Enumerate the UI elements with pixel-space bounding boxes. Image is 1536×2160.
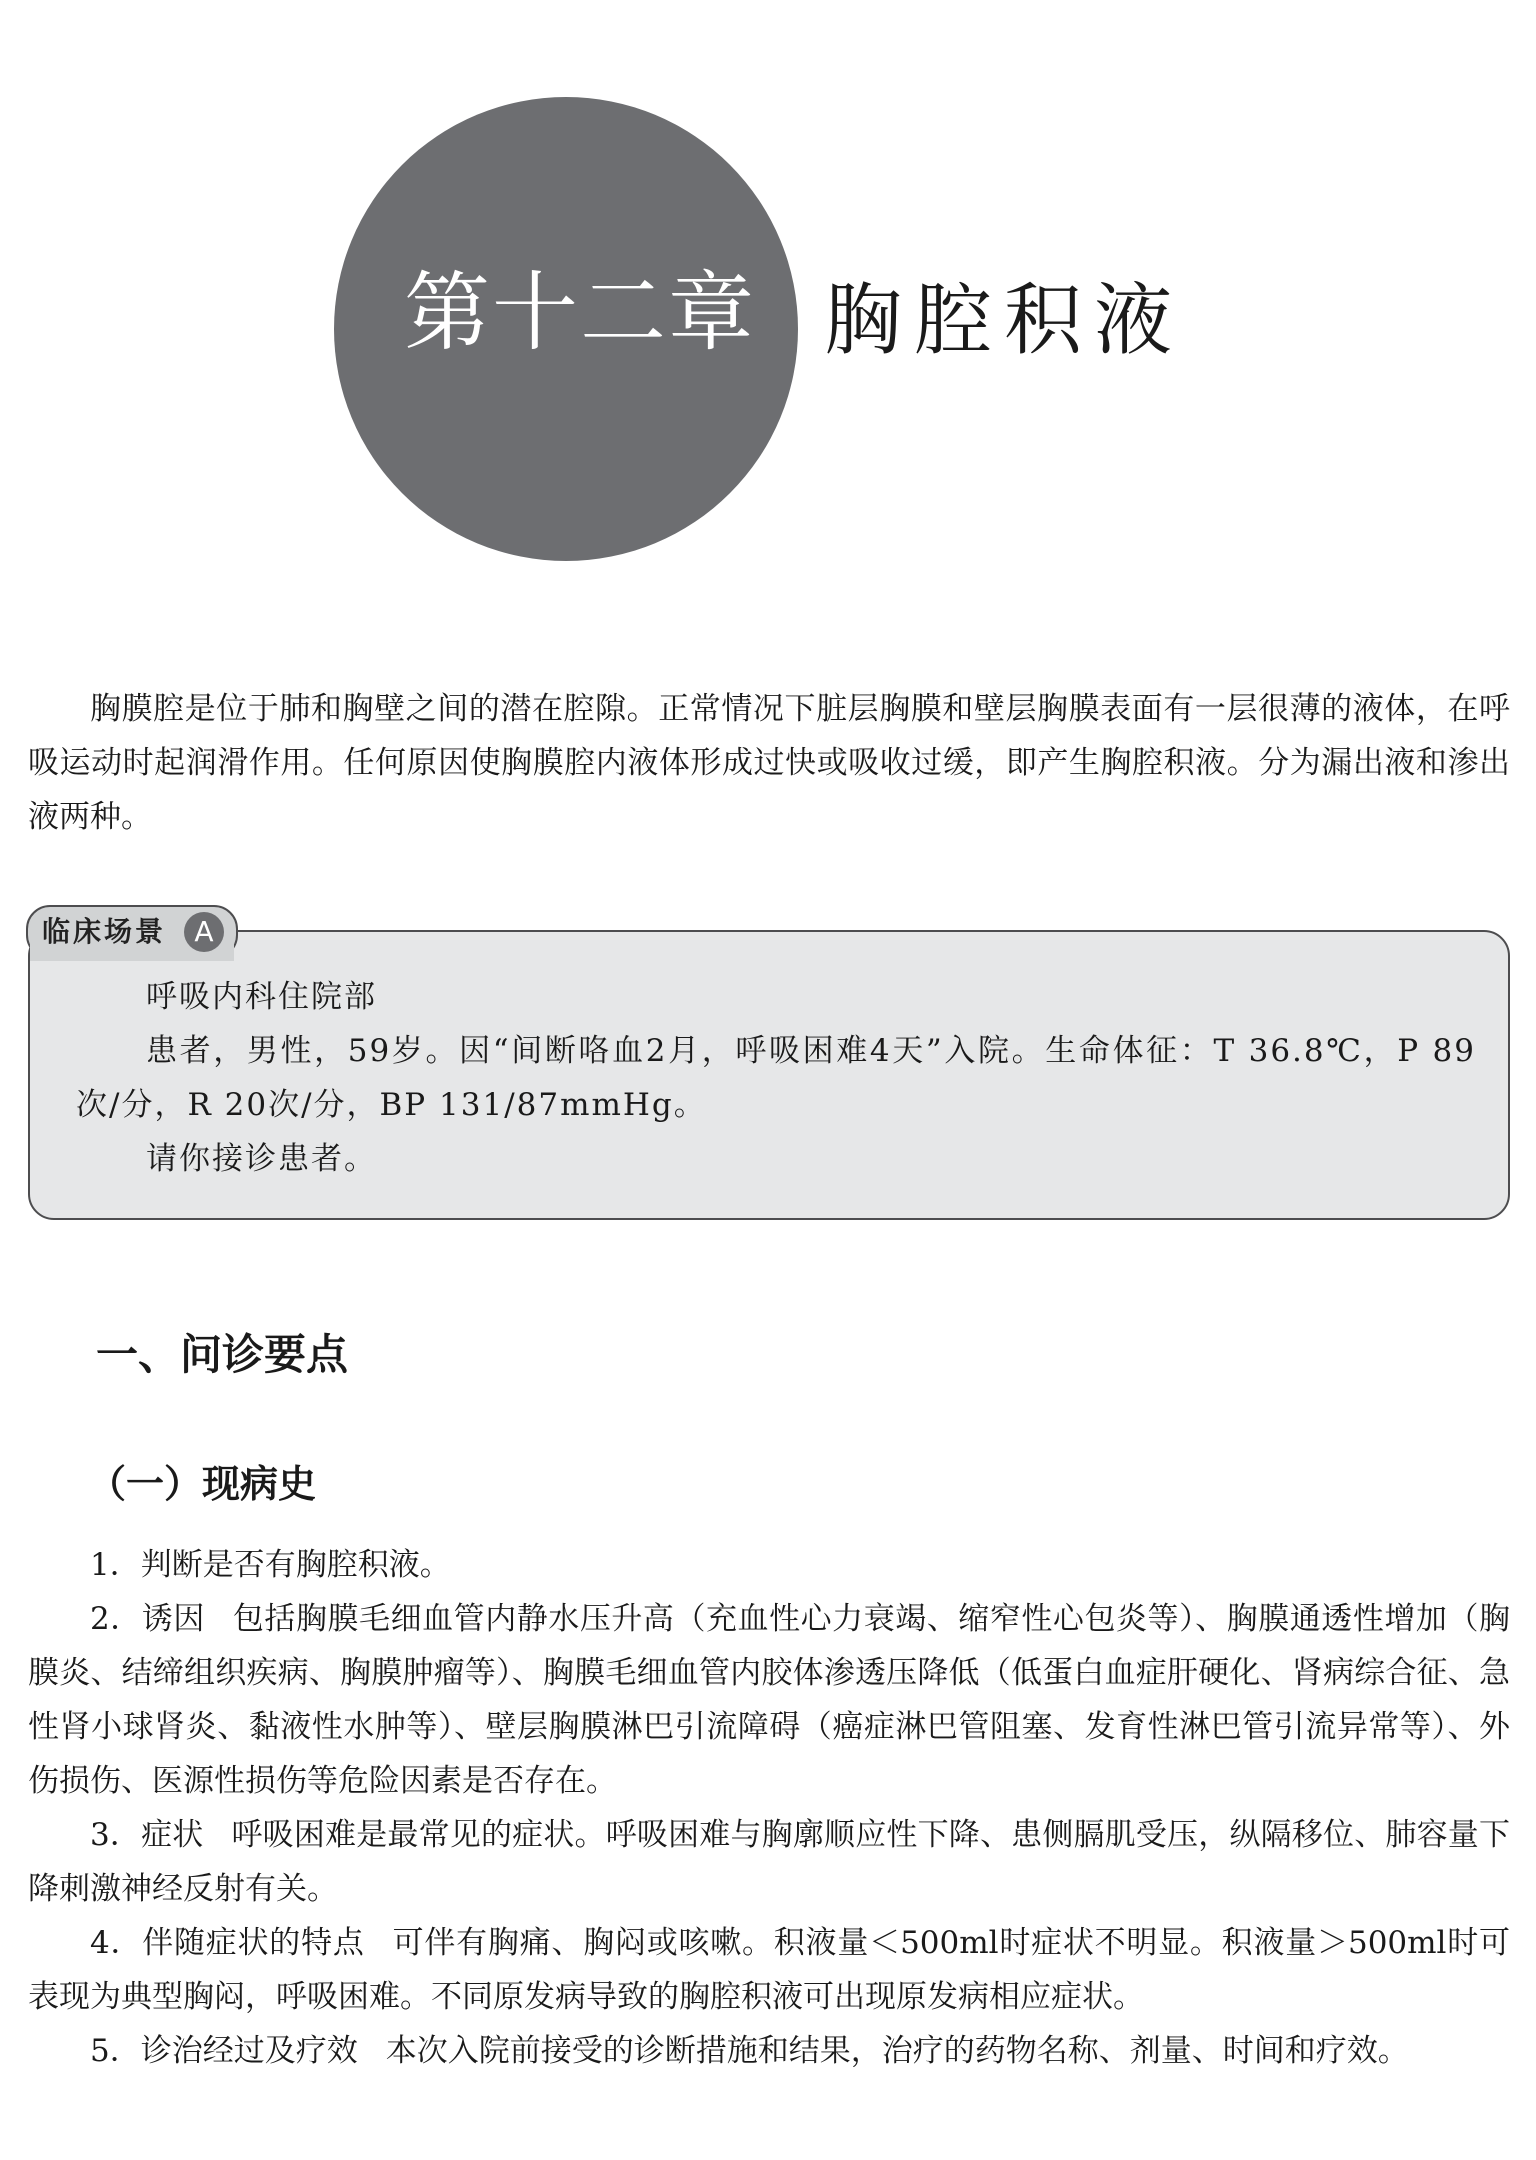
chapter-title: 胸腔积液 (824, 276, 1185, 366)
history-item-lead: 3．症状 (90, 1817, 204, 1853)
history-item-lead: 1．判断是否有胸腔积液。 (90, 1547, 451, 1583)
history-list (28, 1538, 1510, 2078)
clinical-scene-label: 临床场景 (42, 915, 167, 948)
history-item (28, 1916, 1510, 2024)
history-item-body: 本次入院前接受的诊断措施和结果，治疗的药物名称、剂量、时间和疗效。 (385, 2033, 1409, 2069)
chapter-number: 第十二章 (404, 263, 756, 363)
history-item (28, 1592, 1510, 1808)
intro-paragraph: 胸膜腔是位于肺和胸壁之间的潜在腔隙。正常情况下脏层胸膜和壁层胸膜表面有一层很薄的液体，在呼吸运动时起润滑作用。任何原因使胸膜腔内液体形成过快或吸收过缓，即产生胸腔积液。分为漏出液和渗出液两种。 (28, 691, 1510, 835)
history-item-body: 呼吸困难是最常见的症状。呼吸困难与胸廓顺应性下降、患侧膈肌受压，纵隔移位、肺容量下降刺激神经反射有关。 (28, 1817, 1510, 1907)
history-item-lead: 5．诊治经过及疗效 (90, 2033, 358, 2069)
scene-case: 患者，男性，59岁。因“间断咯血2月，呼吸困难4天”入院。生命体征：T 36.8℃，P 89次/分，R 20次/分，BP 131/87mmHg。 (76, 1033, 1476, 1123)
history-item-lead: 4．伴随症状的特点 (90, 1925, 365, 1961)
clinical-scene-badge: A (184, 912, 224, 952)
section-heading: 一、问诊要点 (96, 1330, 349, 1379)
history-item-body: 包括胸膜毛细血管内静水压升高（充血性心力衰竭、缩窄性心包炎等）、胸膜通透性增加（胸膜炎、结缔组织疾病、胸膜肿瘤等）、胸膜毛细血管内胶体渗透压降低（低蛋白血症肝硬化、肾病综合征、急性肾小球肾炎、黏液性水肿等）、壁层胸膜淋巴引流障碍（癌症淋巴管阻塞、发育性淋巴管引流异常等）、外伤损伤、医源性损伤等危险因素是否存在。 (28, 1601, 1510, 1799)
history-item-body: 可伴有胸痛、胸闷或咳嗽。积液量＜500ml时症状不明显。积液量＞500ml时可表现为典型胸闷，呼吸困难。不同原发病导致的胸腔积液可出现原发病相应症状。 (28, 1925, 1510, 2015)
history-item (28, 1808, 1510, 1916)
scene-instruction: 请你接诊患者。 (146, 1141, 377, 1177)
history-item-lead: 2．诱因 (90, 1601, 205, 1637)
history-item (28, 2024, 1510, 2078)
history-item (28, 1538, 1510, 1592)
scene-ward: 呼吸内科住院部 (146, 979, 377, 1015)
subsection-heading: （一）现病史 (88, 1462, 317, 1506)
